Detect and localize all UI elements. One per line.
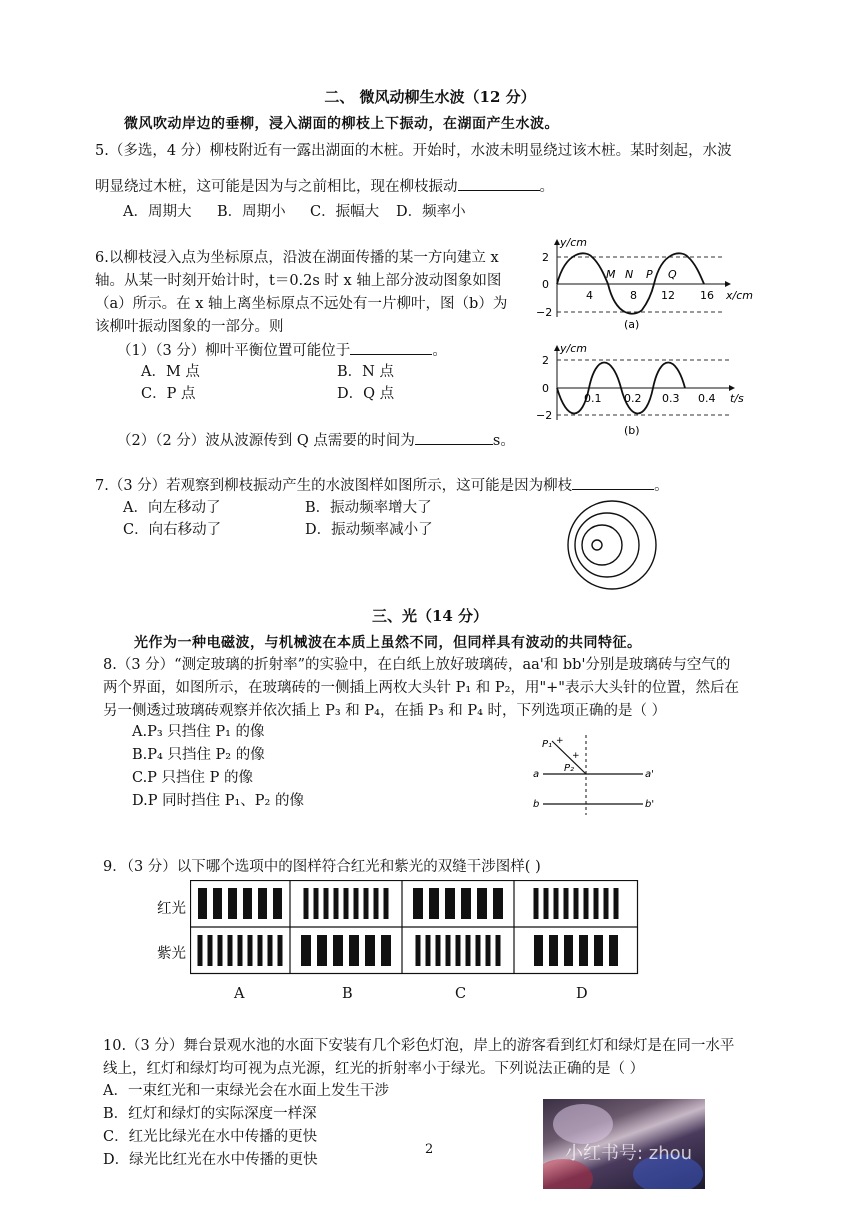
q7-option-a: A．向左移动了 <box>123 500 221 516</box>
interference-fringe <box>594 888 599 919</box>
graph-b-ytick-0: 0 <box>542 382 549 395</box>
q8-line2: 两个界面，如图所示，在玻璃砖的一侧插上两枚大头针 P₁ 和 P₂，用"+"表示大头针的位置，然后在 <box>103 680 739 696</box>
q9-row-label-violet: 紫光 <box>157 946 186 962</box>
graph-a-ylabel: y/cm <box>560 236 587 249</box>
q6-line3: （a）所示。在 x 轴上离坐标原点不远处有一片柳叶，图（b）为 <box>95 296 508 312</box>
section2-intro: 微风吹动岸边的垂柳，浸入湖面的柳枝上下振动，在湖面产生水波。 <box>124 116 559 132</box>
interference-fringe <box>436 935 441 966</box>
fig-label-b: b <box>533 799 540 810</box>
q6-option-b: B．N 点 <box>337 364 394 380</box>
interference-fringe <box>477 888 487 919</box>
interference-fringe <box>344 888 349 919</box>
interference-fringe <box>317 935 327 966</box>
svg-text:+: + <box>572 751 580 761</box>
interference-fringe <box>334 888 339 919</box>
q6-sub1-blank[interactable] <box>350 340 432 355</box>
graph-a-ytick-neg2: −2 <box>536 306 553 319</box>
q10-line1: 10.（3 分）舞台景观水池的水面下安装有几个彩色灯泡，岸上的游客看到红灯和绿灯是在同一水平 <box>103 1038 735 1054</box>
interference-fringe <box>534 935 543 966</box>
interference-fringe <box>258 935 263 966</box>
q6-line1: 6.以柳枝浸入点为坐标原点，沿波在湖面传播的某一方向建立 x <box>95 250 499 266</box>
page-number: 2 <box>425 1142 434 1157</box>
interference-fringe <box>208 935 213 966</box>
q9-col-label-c: C <box>455 986 467 1002</box>
q9-col-label-b: B <box>342 986 353 1002</box>
q10-option-d: D．绿光比红光在水中传播的更快 <box>103 1152 318 1168</box>
q6-sub1: （1）（3 分）柳叶平衡位置可能位于 。 <box>117 340 447 361</box>
interference-fringe <box>243 888 252 919</box>
interference-fringe <box>381 935 391 966</box>
q5-option-b: B．周期小 <box>217 204 286 220</box>
wave-graph-a <box>530 232 760 332</box>
q9-line1: 9．（3 分）以下哪个选项中的图样符合红光和紫光的双缝干涉图样( ) <box>103 859 541 875</box>
graph-a-caption: (a) <box>624 318 640 331</box>
graph-a-ytick-2: 2 <box>542 251 549 264</box>
q6-line4: 该柳叶振动图象的一部分。则 <box>95 319 284 335</box>
q9-col-label-d: D <box>576 986 588 1002</box>
interference-fringe <box>324 888 329 919</box>
q8-line1: 8.（3 分）“测定玻璃的折射率”的实验中，在白纸上放好玻璃砖，aa'和 bb'分别是玻璃砖与空气的 <box>103 657 731 673</box>
graph-b-xlabel: t/s <box>730 392 744 405</box>
interference-fringe <box>534 888 539 919</box>
q8-option-c: C.P 只挡住 P 的像 <box>132 770 254 786</box>
interference-fringe <box>198 888 207 919</box>
q10-option-b: B．红灯和绿灯的实际深度一样深 <box>103 1106 317 1122</box>
q7-line1: 7.（3 分）若观察到柳枝振动产生的水波图样如图所示，这可能是因为柳枝 。 <box>95 475 669 496</box>
interference-fringe <box>304 888 309 919</box>
graph-a-point-n: N <box>625 268 634 281</box>
interference-fringe <box>278 935 283 966</box>
q6-option-a: A．M 点 <box>141 364 200 380</box>
interference-fringe <box>544 888 549 919</box>
interference-fringe <box>564 888 569 919</box>
fig-label-p1: P₁ <box>542 739 553 750</box>
graph-a-xlabel: x/cm <box>726 289 753 302</box>
graph-b-xtick-03: 0.3 <box>662 392 680 405</box>
interference-fringe <box>426 935 431 966</box>
interference-fringe <box>579 935 588 966</box>
interference-fringe <box>349 935 359 966</box>
fig-label-p2: P₂ <box>564 763 575 774</box>
fig-label-b-prime: b' <box>645 799 655 810</box>
graph-b-xtick-04: 0.4 <box>698 392 716 405</box>
q6-sub2-blank[interactable] <box>415 430 493 445</box>
interference-fringe <box>564 935 573 966</box>
fig-label-a-prime: a' <box>645 769 654 780</box>
interference-fringe <box>614 888 619 919</box>
interference-fringe <box>584 888 589 919</box>
graph-b-ytick-2: 2 <box>542 354 549 367</box>
ripple-pattern-figure <box>562 495 662 595</box>
watermark: 小红书号: zhou <box>565 1143 693 1164</box>
interference-fringe <box>384 888 389 919</box>
graph-b-ylabel: y/cm <box>560 342 587 355</box>
q7-option-c: C．向右移动了 <box>123 522 222 538</box>
interference-fringe <box>496 935 501 966</box>
interference-fringe <box>413 888 423 919</box>
fountain-photo <box>543 1099 705 1189</box>
graph-a-ytick-0: 0 <box>542 278 549 291</box>
interference-fringe <box>365 935 375 966</box>
q10-line2: 线上，红灯和绿灯均可视为点光源，红光的折射率小于绿光。下列说法正确的是（ ） <box>103 1061 645 1077</box>
q5-line2: 明显绕过木桩，这可能是因为与之前相比，现在柳枝振动 。 <box>95 176 554 197</box>
q5-line1: 5.（多选，4 分）柳枝附近有一露出湖面的木桩。开始时，水波未明显绕过该木桩。某时刻起，水波 <box>95 143 732 159</box>
interference-fringe <box>314 888 319 919</box>
q6-option-c: C．P 点 <box>141 386 196 402</box>
interference-fringe <box>604 888 609 919</box>
q8-line3: 另一侧透过玻璃砖观察并依次插上 P₃ 和 P₄，在插 P₃ 和 P₄ 时，下列选项正确的是（ ） <box>103 703 667 719</box>
interference-fringe <box>554 888 559 919</box>
q6-option-d: D．Q 点 <box>337 386 395 402</box>
section3-title: 三、光（14 分） <box>371 607 489 625</box>
interference-fringe <box>301 935 311 966</box>
interference-fringe <box>228 935 233 966</box>
q9-col-label-a: A <box>234 986 245 1002</box>
graph-b-caption: (b) <box>624 424 640 437</box>
interference-fringe <box>466 935 471 966</box>
section3-intro: 光作为一种电磁波，与机械波在本质上虽然不同，但同样具有波动的共同特征。 <box>134 635 642 651</box>
refraction-figure <box>528 733 668 818</box>
interference-fringe <box>273 888 282 919</box>
interference-fringe <box>198 935 203 966</box>
interference-fringe <box>213 888 222 919</box>
interference-fringe <box>238 935 243 966</box>
interference-fringe <box>609 935 618 966</box>
q5-option-c: C．振幅大 <box>310 204 380 220</box>
q5-option-d: D．频率小 <box>396 204 466 220</box>
q5-answer-blank[interactable] <box>458 176 540 191</box>
interference-fringe <box>456 935 461 966</box>
interference-fringe <box>446 935 451 966</box>
svg-text:+: + <box>556 736 564 746</box>
graph-b-ytick-neg2: −2 <box>536 409 553 422</box>
graph-a-point-p: P <box>646 268 653 281</box>
interference-fringe <box>218 935 223 966</box>
q8-option-d: D.P 同时挡住 P₁、P₂ 的像 <box>132 793 304 809</box>
interference-fringe <box>228 888 237 919</box>
q5-option-a: A．周期大 <box>123 204 192 220</box>
graph-a-point-m: M <box>606 268 616 281</box>
graph-a-xtick-8: 8 <box>630 289 637 302</box>
q10-option-a: A．一束红光和一束绿光会在水面上发生干涉 <box>103 1083 389 1099</box>
interference-fringe <box>333 935 343 966</box>
interference-patterns-figure <box>190 880 640 980</box>
interference-fringe <box>445 888 455 919</box>
interference-fringe <box>354 888 359 919</box>
interference-fringe <box>594 935 603 966</box>
q7-answer-blank[interactable] <box>572 475 654 490</box>
interference-fringe <box>574 888 579 919</box>
q7-option-d: D．振动频率减小了 <box>305 522 433 538</box>
interference-fringe <box>461 888 471 919</box>
q7-option-b: B．振动频率增大了 <box>305 500 432 516</box>
q6-line2: 轴。从某一时刻开始计时，t＝0.2s 时 x 轴上部分波动图象如图 <box>95 273 502 289</box>
graph-a-point-q: Q <box>668 268 677 281</box>
graph-b-xtick-01: 0.1 <box>584 392 602 405</box>
interference-fringe <box>364 888 369 919</box>
section2-title: 二、 微风动柳生水波（12 分） <box>324 88 536 106</box>
graph-a-xtick-16: 16 <box>700 289 714 302</box>
fig-label-a: a <box>533 769 540 780</box>
interference-fringe <box>476 935 481 966</box>
graph-a-xtick-4: 4 <box>586 289 593 302</box>
q6-sub2: （2）（2 分）波从波源传到 Q 点需要的时间为 s。 <box>117 430 515 451</box>
q10-option-c: C．红光比绿光在水中传播的更快 <box>103 1129 318 1145</box>
graph-b-xtick-02: 0.2 <box>624 392 642 405</box>
interference-fringe <box>429 888 439 919</box>
interference-fringe <box>486 935 491 966</box>
interference-fringe <box>493 888 503 919</box>
q9-row-label-red: 红光 <box>157 901 186 917</box>
interference-fringe <box>258 888 267 919</box>
interference-fringe <box>268 935 273 966</box>
interference-fringe <box>374 888 379 919</box>
vibration-graph-b <box>530 340 760 440</box>
interference-fringe <box>416 935 421 966</box>
interference-fringe <box>248 935 253 966</box>
q8-option-b: B.P₄ 只挡住 P₂ 的像 <box>132 747 265 763</box>
interference-fringe <box>549 935 558 966</box>
q8-option-a: A.P₃ 只挡住 P₁ 的像 <box>132 724 265 740</box>
graph-a-xtick-12: 12 <box>661 289 675 302</box>
